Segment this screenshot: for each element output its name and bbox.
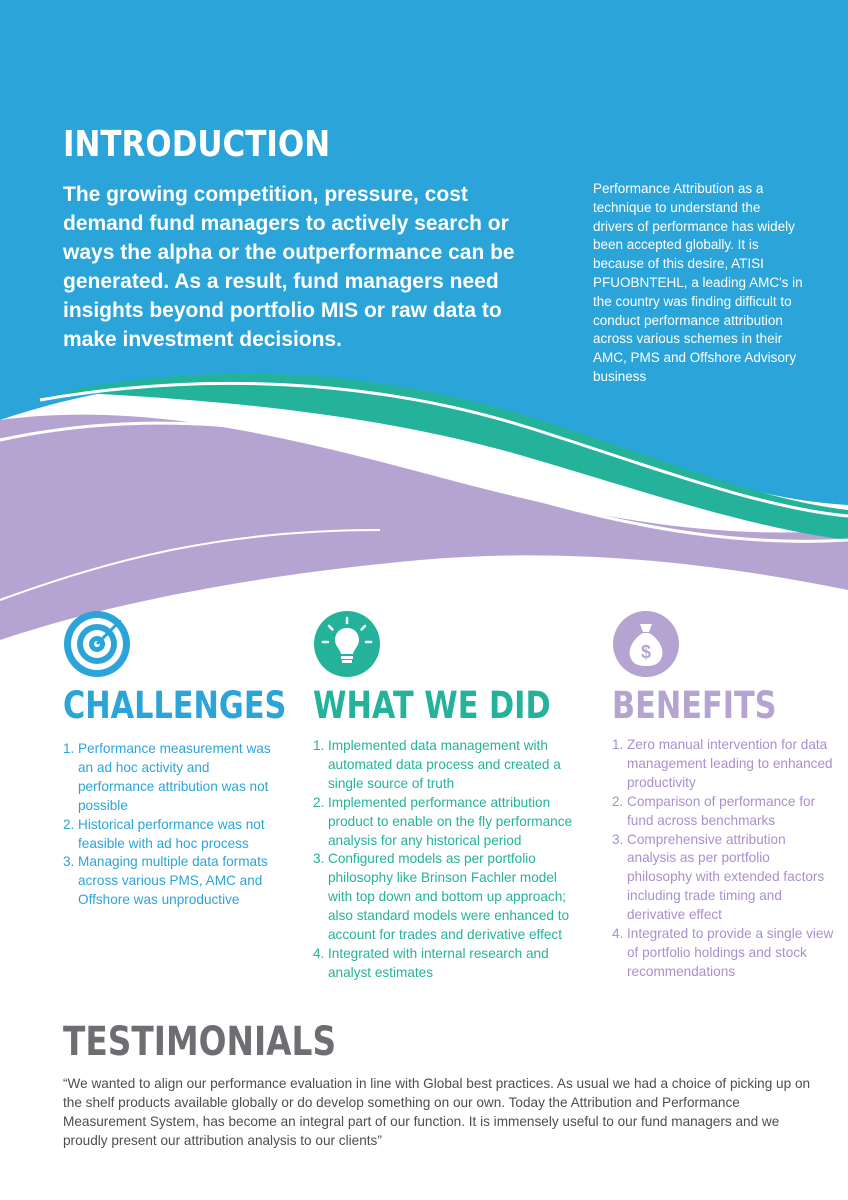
- what-we-did-column: [313, 610, 575, 983]
- testimonial-quote: “We wanted to align our performance evaluation in line with Global best practices. As usual we had a choice of picking up on the shelf products available globally or do develop something on our own. Today the Attribution and Performance Measurement System, has become an integral part of our function. It is immensely useful to our fund managers and we proudly present our attribution analysis to our clients”: [63, 1076, 811, 1148]
- list-item: 4. Integrated with internal research and analyst estimates: [313, 945, 549, 980]
- list-item: 2. Comparison of performance for fund across benchmarks: [612, 793, 816, 828]
- lightbulb-icon: [313, 610, 381, 678]
- challenges-column: [63, 610, 287, 910]
- list-item: 1. Implemented data management with automated data process and created a single source of truth: [313, 738, 561, 791]
- intro-lead-paragraph: The growing competition, pressure, cost demand fund managers to actively search or ways the alpha or the outperformance can be generated. As a result, fund managers need insights beyond portfolio MIS or raw data to make investment decisions.: [63, 183, 515, 351]
- list-item: 1. Performance measurement was an ad hoc activity and performance attribution was not possible: [63, 741, 271, 813]
- testimonials-title: TESTIMONIALS: [63, 1019, 337, 1065]
- what-we-did-title: WHAT WE DID: [313, 684, 551, 727]
- list-item: 2. Implemented performance attribution product to enable on the fly performance analysis for any historical period: [313, 794, 573, 848]
- challenges-list: [63, 740, 278, 910]
- what-we-did-list: [313, 737, 575, 983]
- intro-side-paragraph: Performance Attribution as a technique to understand the drivers of performance has widely been accepted globally. It is because of this desire, ATISI PFUOBNTEHL, a leading AMC's in the country was finding difficult to conduct performance attribution across various schemes in their AMC, PMS and Offshore Advisory business: [593, 181, 803, 384]
- money-bag-icon: [612, 610, 680, 678]
- benefits-column: [612, 610, 837, 982]
- list-item: 4. Integrated to provide a single view of portfolio holdings and stock recommendations: [612, 926, 834, 979]
- benefits-list: [612, 736, 837, 982]
- challenges-title: CHALLENGES: [63, 684, 287, 727]
- list-item: 3. Configured models as per portfolio philosophy like Brinson Fachler model with top down and bottom up approach; also standard models were enhanced to account for trades and derivative effect: [313, 851, 570, 943]
- target-icon: [63, 610, 131, 678]
- list-item: 1. Zero manual intervention for data management leading to enhanced productivity: [612, 737, 833, 790]
- list-item: 2. Historical performance was not feasible with ad hoc process: [63, 816, 265, 851]
- list-item: 3. Managing multiple data formats across various PMS, AMC and Offshore was unproductive: [63, 854, 268, 908]
- dollar-symbol: $: [640, 642, 652, 662]
- benefits-title: BENEFITS: [612, 684, 777, 727]
- list-item: 3. Comprehensive attribution analysis as per portfolio philosophy with extended factors including trade timing and derivative effect: [612, 831, 825, 923]
- intro-title: INTRODUCTION: [63, 124, 331, 165]
